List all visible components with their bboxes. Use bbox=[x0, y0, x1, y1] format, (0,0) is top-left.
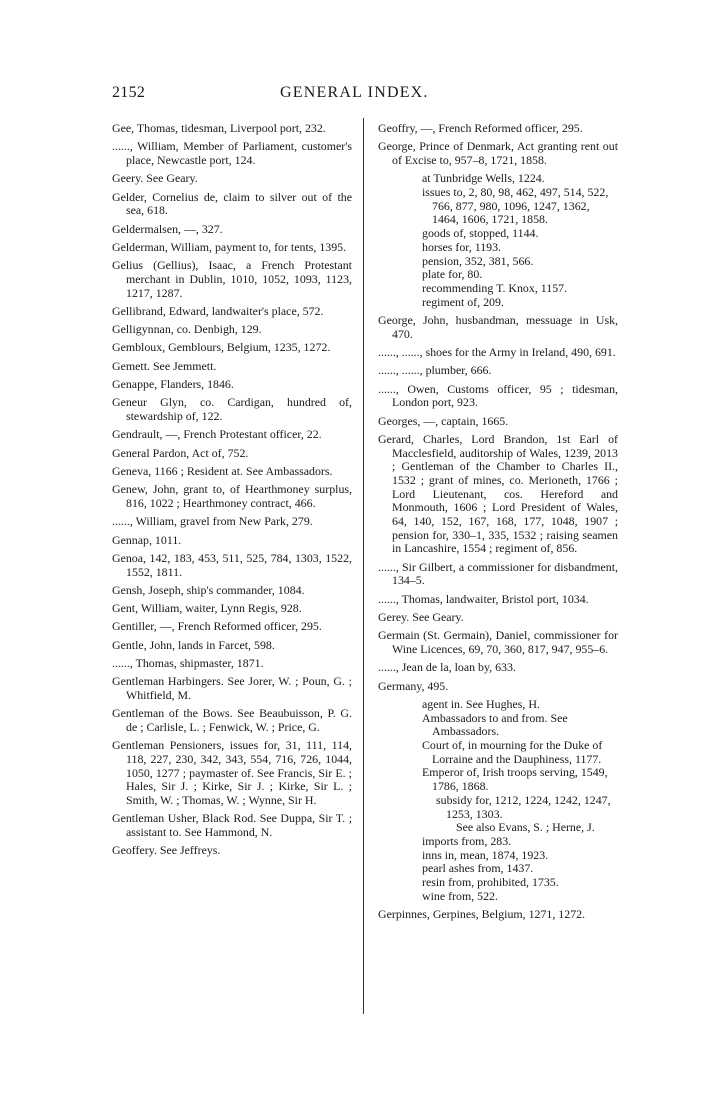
index-column-right bbox=[378, 122, 618, 926]
index-entry: General Pardon, Act of, 752. bbox=[112, 445, 249, 460]
index-entry: Gerpinnes, Gerpines, Belgium, 1271, 1272. bbox=[378, 907, 586, 922]
index-entry: Gee, Thomas, tidesman, Liverpool port, 232. bbox=[112, 121, 326, 135]
index-entry: Gentiller, —, French Reformed officer, 295. bbox=[112, 619, 322, 634]
index-entry: Gembloux, Gemblours, Belgium, 1235, 1272. bbox=[112, 340, 331, 355]
index-subentry: Court of, in mourning for the Duke of Lorraine and the Dauphiness, 1177. bbox=[422, 738, 603, 766]
index-entry: Gennap, 1011. bbox=[112, 532, 182, 547]
index-subentry: pearl ashes from, 1437. bbox=[422, 861, 534, 876]
index-subentry: agent in. See Hughes, H. bbox=[422, 696, 540, 711]
index-entry: Geery. See Geary. bbox=[112, 171, 198, 186]
index-subentry: recommending T. Knox, 1157. bbox=[422, 280, 568, 295]
index-entry: Gendrault, —, French Protestant officer, 22. bbox=[112, 427, 322, 442]
index-entry: Gentleman Usher, Black Rod. See Duppa, Sir T. ; assistant to. See Hammond, N. bbox=[112, 811, 352, 840]
index-subentry: plate for, 80. bbox=[422, 267, 483, 282]
index-entry: Geoffery. See Jeffreys. bbox=[112, 843, 221, 858]
page-number: 2152 bbox=[112, 84, 146, 101]
index-subentry: resin from, prohibited, 1735. bbox=[422, 875, 559, 890]
index-entry: Geneur Glyn, co. Cardigan, hundred of, stewardship of, 122. bbox=[112, 395, 352, 424]
index-entry: Gent, William, waiter, Lynn Regis, 928. bbox=[112, 601, 302, 616]
index-entry: Gelius (Gellius), Isaac, a French Protestant merchant in Dublin, 1010, 1052, 1093, 1123, 1217, 1287. bbox=[112, 258, 352, 300]
index-entry: ......, Thomas, shipmaster, 1871. bbox=[112, 656, 264, 671]
column-divider bbox=[363, 118, 364, 1014]
index-subentry: at Tunbridge Wells, 1224. bbox=[422, 171, 545, 186]
index-subentry: See also Evans, S. ; Herne, J. bbox=[456, 820, 595, 835]
index-entry: Germain (St. Germain), Daniel, commissioner for Wine Licences, 69, 70, 360, 817, 947, 955–6. bbox=[378, 628, 618, 657]
index-entry: George, John, husbandman, messuage in Usk, 470. bbox=[378, 312, 618, 341]
index-entry: ......, Thomas, landwaiter, Bristol port, 1034. bbox=[378, 591, 589, 606]
index-entry: Gensh, Joseph, ship's commander, 1084. bbox=[112, 582, 305, 597]
index-entry: Gemett. See Jemmett. bbox=[112, 358, 217, 373]
index-entry: Gerey. See Geary. bbox=[378, 610, 464, 625]
index-subentry: issues to, 2, 80, 98, 462, 497, 514, 522, 766, 877, 980, 1096, 1247, 1362, 1464, 1606, 1721, 1858. bbox=[422, 185, 609, 227]
index-entry: Genoa, 142, 183, 453, 511, 525, 784, 1303, 1522, 1552, 1811. bbox=[112, 550, 352, 579]
index-entry: ......, Owen, Customs officer, 95 ; tidesman, London port, 923. bbox=[378, 381, 618, 410]
index-entry: Gentleman of the Bows. See Beaubuisson, P. G. de ; Carlisle, L. ; Fenwick, W. ; Price, G. bbox=[112, 706, 352, 735]
index-subentry: Emperor of, Irish troops serving, 1549, 1786, 1868. bbox=[422, 765, 608, 794]
index-entry: Germany, 495. bbox=[378, 678, 449, 693]
index-entry: Georges, —, captain, 1665. bbox=[378, 413, 509, 428]
index-entry: George, Prince of Denmark, Act granting rent out of Excise to, 957–8, 1721, 1858. bbox=[378, 139, 618, 167]
index-entry: Genew, John, grant to, of Hearthmoney surplus, 816, 1022 ; Hearthmoney contract, 466. bbox=[112, 482, 352, 510]
index-subentry: horses for, 1193. bbox=[422, 239, 502, 254]
index-entry: Genappe, Flanders, 1846. bbox=[112, 377, 234, 392]
index-subentry: subsidy for, 1212, 1224, 1242, 1247, 1253, 1303. bbox=[436, 792, 611, 821]
index-entry: ......, William, gravel from New Park, 279. bbox=[112, 514, 313, 529]
index-subentry: pension, 352, 381, 566. bbox=[422, 253, 534, 268]
index-entry: Gentle, John, lands in Farcet, 598. bbox=[112, 637, 275, 652]
index-entry: Gelder, Cornelius de, claim to silver out of the sea, 618. bbox=[112, 189, 352, 218]
index-subentry: goods of, stopped, 1144. bbox=[422, 226, 539, 241]
index-subentry: Ambassadors to and from. See Ambassadors. bbox=[422, 710, 568, 739]
index-entry: Geoffry, —, French Reformed officer, 295. bbox=[378, 121, 583, 135]
index-entry: ......, ......, plumber, 666. bbox=[378, 363, 492, 378]
index-entry: Gentleman Pensioners, issues for, 31, 111, 114, 118, 227, 230, 342, 343, 554, 716, 726, 1044, 1050, 1277 ; paymaster of. See Francis, Sir E. ; Hales, Sir J. ; Kirke, Sir J. ; Kirke, Sir L. ; Smith, W. ; Thomas, W. ; Wynne, Sir H. bbox=[112, 738, 352, 808]
index-entry: Gentleman Harbingers. See Jorer, W. ; Poun, G. ; Whitfield, M. bbox=[112, 674, 352, 703]
running-head: GENERAL INDEX. bbox=[280, 84, 429, 101]
index-entry: ......, Jean de la, loan by, 633. bbox=[378, 660, 516, 675]
index-entry: ......, Sir Gilbert, a commissioner for disbandment, 134–5. bbox=[378, 559, 618, 588]
index-subentry: regiment of, 209. bbox=[422, 294, 504, 309]
index-entry: Geldermalsen, —, 327. bbox=[112, 221, 223, 236]
index-entry: ......, William, Member of Parliament, customer's place, Newcastle port, 124. bbox=[112, 139, 352, 167]
index-entry: ......, ......, shoes for the Army in Ireland, 490, 691. bbox=[378, 344, 616, 359]
index-entry: Gelderman, William, payment to, for tents, 1395. bbox=[112, 239, 347, 254]
index-entry: Gelligynnan, co. Denbigh, 129. bbox=[112, 322, 262, 337]
index-subentry: inns in, mean, 1874, 1923. bbox=[422, 847, 549, 862]
index-column-left bbox=[112, 122, 352, 863]
index-entry: Gellibrand, Edward, landwaiter's place, 572. bbox=[112, 303, 324, 318]
index-entry: Geneva, 1166 ; Resident at. See Ambassadors. bbox=[112, 463, 333, 478]
index-subentry: imports from, 283. bbox=[422, 833, 512, 848]
index-subentry: wine from, 522. bbox=[422, 888, 498, 903]
index-entry: Gerard, Charles, Lord Brandon, 1st Earl of Macclesfield, auditorship of Wales, 1239, 2013 ; Gentleman of the Chamber to Charles II., 1532 ; grant of mines, co. Merioneth, 1766 ; Lord Lieutenant, cos. Hereford and Monmouth, 1606 ; Lord President of Wales, 64, 140, 152, 167, 168, 177, 1048, 1907 ; pension for, 330–1, 335, 1532 ; raising seamen in Lancashire, 1554 ; regiment of, 856. bbox=[378, 431, 618, 556]
